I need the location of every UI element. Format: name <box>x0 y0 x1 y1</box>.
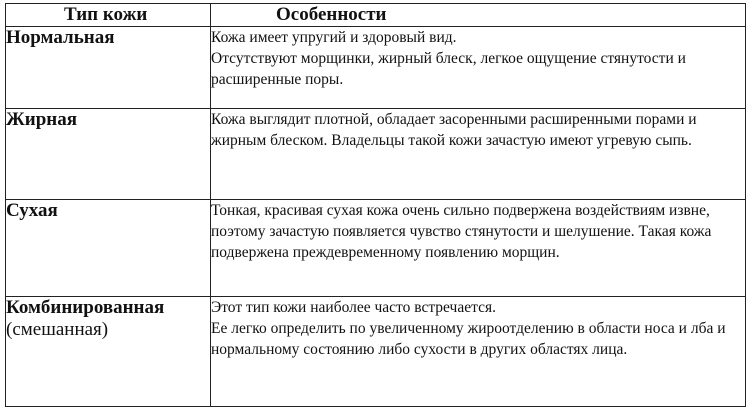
table-header-row <box>6 4 746 27</box>
features-cell <box>211 109 746 200</box>
header-skin-type: Тип кожи <box>6 4 211 27</box>
features-line: Отсутствуют морщинки, жирный блеск, легкое ощущение стянутости и расширенные поры. <box>211 50 686 89</box>
header-features: Особенности <box>211 4 746 27</box>
features-line: Кожа имеет упругий и здоровый вид. <box>211 29 457 47</box>
skin-type-name: Сухая <box>6 199 58 221</box>
features-cell <box>211 27 746 109</box>
features-line: Ее легко определить по увеличенному жироотделению в области носа и лба и нормальному состоянию либо сухости в других областях лица. <box>211 319 726 358</box>
table-row <box>6 199 746 296</box>
table-row <box>6 27 746 109</box>
features-line: Этот тип кожи наиболее часто встречается. <box>211 298 496 316</box>
skin-type-name: Жирная <box>6 109 78 131</box>
skin-type-name: Комбинированная <box>6 296 165 318</box>
features-cell <box>211 199 746 296</box>
skin-type-cell <box>6 199 211 296</box>
skin-type-name: Нормальная <box>6 27 115 49</box>
skin-type-subtitle: (смешанная) <box>6 318 109 340</box>
features-line: Тонкая, красивая сухая кожа очень сильно подвержена воздействиям извне, поэтому зачастую появляется чувство стянутости и шелушение. Такая кожа подвержена преждевременному появлению морщин. <box>211 201 712 261</box>
skin-type-cell <box>6 296 211 406</box>
table-row <box>6 109 746 200</box>
skin-type-cell <box>6 109 211 200</box>
skin-types-table <box>5 3 746 407</box>
features-line: Кожа выглядит плотной, обладает засоренными расширенными порами и жирным блеском. Владельцы такой кожи зачастую имеют угревую сыпь. <box>211 111 697 150</box>
table-row <box>6 296 746 406</box>
features-cell <box>211 296 746 406</box>
skin-type-cell <box>6 27 211 109</box>
